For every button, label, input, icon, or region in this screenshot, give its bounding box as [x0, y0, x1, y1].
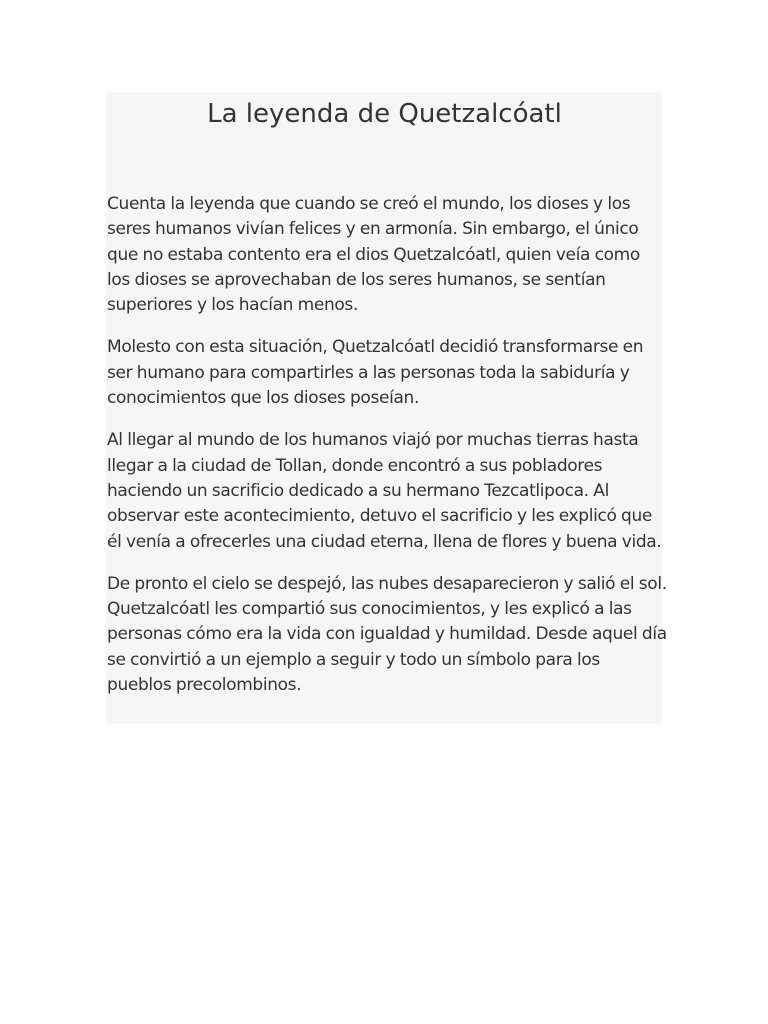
document-page [106, 92, 667, 724]
document-body [107, 192, 667, 715]
paragraph-4: De pronto el cielo se despejó, las nubes desaparecieron y salió el sol. Quetzalcóatl les compartió sus conocimientos, y les explicó a las personas cómo era la vida con igualdad y humildad. Desde aquel día se convirtió a un ejemplo a seguir y todo un símbolo para los pueblos precolombinos. [107, 573, 667, 696]
paragraph-2: Molesto con esta situación, Quetzalcóatl decidió transformarse en ser humano para compartirles a las personas toda la sabiduría y conocimientos que los dioses poseían. [107, 337, 644, 409]
document-title: La leyenda de Quetzalcóatl [207, 99, 562, 129]
paragraph-1: Cuenta la leyenda que cuando se creó el mundo, los dioses y los seres humanos vivían felices y en armonía. Sin embargo, el único que no estaba contento era el dios Quetzalcóatl, quien veía como los dioses se aprovechaban de los seres humanos, se sentían superiores y los hacían menos. [107, 194, 640, 316]
paragraph-3: Al llegar al mundo de los humanos viajó por muchas tierras hasta llegar a la ciudad de Tollan, donde encontró a sus pobladores haciendo un sacrificio dedicado a su hermano Tezcatlipoca. Al observar este acontecimiento, detuvo el sacrificio y les explicó que él venía a ofrecerles una ciudad eterna, llena de flores y buena vida. [107, 430, 662, 552]
